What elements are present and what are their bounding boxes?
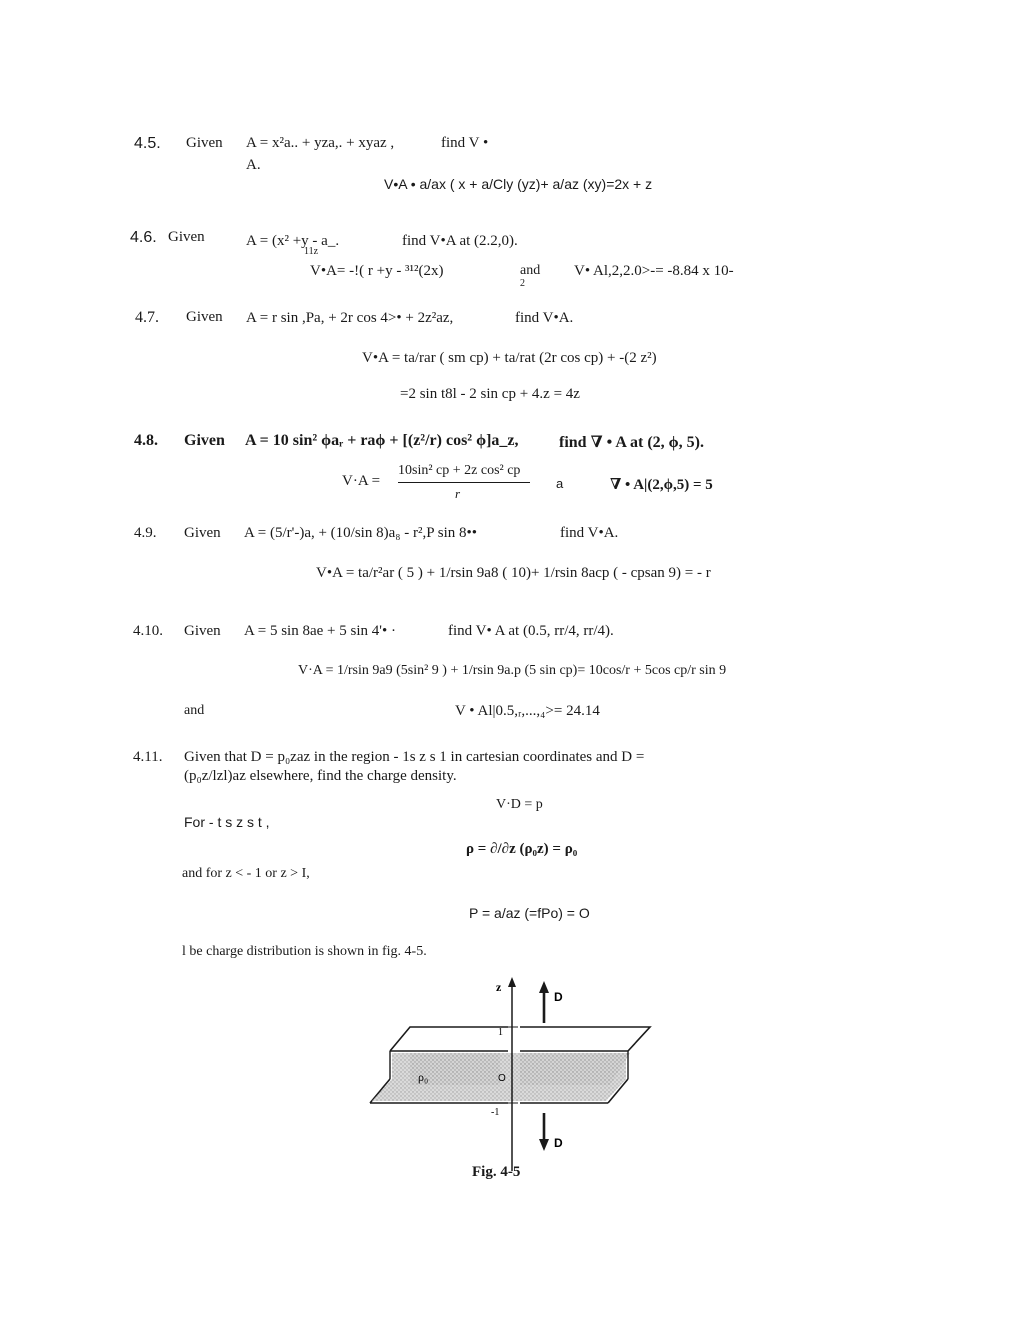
problem-number: 4.8. xyxy=(134,432,158,449)
problem-statement: A = x²a.. + yza,. + xyaz , xyxy=(246,135,395,151)
solution-denominator: r xyxy=(455,486,461,501)
top-plane-edge xyxy=(390,1027,508,1051)
solution-equation: V•A= -!( r +y - ³¹²(2x) xyxy=(310,263,444,279)
closing-sentence: l be charge distribution is shown in fig. 4-5. xyxy=(182,944,427,959)
for-label: For - t s z s t , xyxy=(184,814,270,830)
given-label: Given xyxy=(168,229,205,245)
problem-statement: A = (5/r'-)a, + (10/sin 8)a₈ - r²,P sin 8•• xyxy=(244,525,478,541)
problem-number: 4.9. xyxy=(134,525,157,541)
figure-caption: Fig. 4-5 xyxy=(472,1164,521,1180)
solution-line-2: =2 sin t8l - 2 sin cp + 4.z = 4z xyxy=(400,386,580,402)
d-label-top: D xyxy=(554,990,563,1004)
equation-divergence: V·D = p xyxy=(496,797,543,812)
problem-statement: A = 10 sin² ϕaᵣ + raϕ + [(z²/r) cos² ϕ]a_z, xyxy=(245,432,519,449)
solution-result: ∇ • A|(2,ϕ,5) = 5 xyxy=(610,477,713,493)
tick-minus1-label: -1 xyxy=(491,1107,500,1118)
problem-number: 4.10. xyxy=(133,623,163,639)
rho0-label: ρ₀ xyxy=(418,1070,429,1084)
d-arrow-down-head xyxy=(539,1139,549,1151)
d-arrow-up-head xyxy=(539,981,549,993)
given-label: Given xyxy=(186,135,223,151)
problem-ask: find ∇ • A at (2, ϕ, 5). xyxy=(559,434,704,451)
given-label: Given xyxy=(184,432,225,449)
z-axis-label: z xyxy=(496,980,502,994)
problem-number: 4.7. xyxy=(135,309,159,326)
solution-equation: V•A • a/ax ( x + a/Cly (yz)+ a/az (xy)=2x + z xyxy=(384,176,653,192)
solution-result: V• Al,2,2.0>-= -8.84 x 10- xyxy=(574,263,734,279)
equation-outside: P = a/az (=fPo) = O xyxy=(469,905,590,921)
d-label-bottom: D xyxy=(554,1136,563,1150)
solution-equation: V•A = ta/r²ar ( 5 ) + 1/rsin 9a8 ( 10)+ 1/rsin 8acp ( - cpsan 9) = - r xyxy=(316,565,711,581)
problem-ask: find V•A at (2.2,0). xyxy=(402,233,518,249)
origin-label: O xyxy=(498,1073,506,1084)
solution-result: V • Al|0.5,ᵣ,...,₄>= 24.14 xyxy=(455,703,600,719)
problem-statement: A = 5 sin 8ae + 5 sin 4'• · xyxy=(244,623,396,639)
top-plane-edge-right xyxy=(520,1027,650,1051)
given-label: Given xyxy=(186,309,223,325)
problem-statement-cont: A. xyxy=(246,157,261,173)
and-for-label: and for z < - 1 or z > I, xyxy=(182,866,310,881)
solution-subscript: 2 xyxy=(520,278,525,289)
solution-numerator: 10sin² cp + 2z cos² cp xyxy=(398,463,521,478)
charge-slab-diagram xyxy=(360,975,680,1175)
problem-statement-line-1: Given that D = p₀zaz in the region - 1s z s 1 in cartesian coordinates and D = xyxy=(184,749,645,765)
given-label: Given xyxy=(184,525,221,541)
problem-ask: find V• A at (0.5, rr/4, rr/4). xyxy=(448,623,614,639)
equation-rho: ρ = ∂/∂z (ρ₀z) = ρ₀ xyxy=(466,841,578,857)
solution-equation: V·A = 1/rsin 9a9 (5sin² 9 ) + 1/rsin 9a.p (5 sin cp)= 10cos/r + 5cos cp/r sin 9 xyxy=(298,663,727,678)
problem-statement: A = (x² +y - a_. xyxy=(246,233,340,249)
solution-and: and xyxy=(520,263,541,278)
tick-1-label: 1 xyxy=(498,1027,503,1038)
figure-4-5 xyxy=(360,975,680,1175)
problem-ask: find V•A. xyxy=(515,310,574,326)
solution-line-1: V•A = ta/rar ( sm cp) + ta/rat (2r cos cp) + -(2 z²) xyxy=(362,350,657,366)
problem-statement: A = r sin ,Pa, + 2r cos 4>• + 2z²az, xyxy=(246,310,454,326)
problem-number: 4.5. xyxy=(134,135,161,152)
problem-ask: find V • xyxy=(441,135,489,151)
solution-mid: a xyxy=(556,476,564,491)
given-label: Given xyxy=(184,623,221,639)
problem-number: 4.11. xyxy=(133,749,163,765)
problem-statement-line-2: (p₀z/lzl)az elsewhere, find the charge density. xyxy=(184,768,457,784)
fraction-bar xyxy=(398,482,530,483)
subscript: 11z xyxy=(304,246,319,257)
z-axis-arrowhead xyxy=(508,977,516,987)
and-label: and xyxy=(184,703,205,718)
problem-ask: find V•A. xyxy=(560,525,619,541)
solution-lhs: V·A = xyxy=(342,473,381,489)
problem-number: 4.6. xyxy=(130,229,157,246)
